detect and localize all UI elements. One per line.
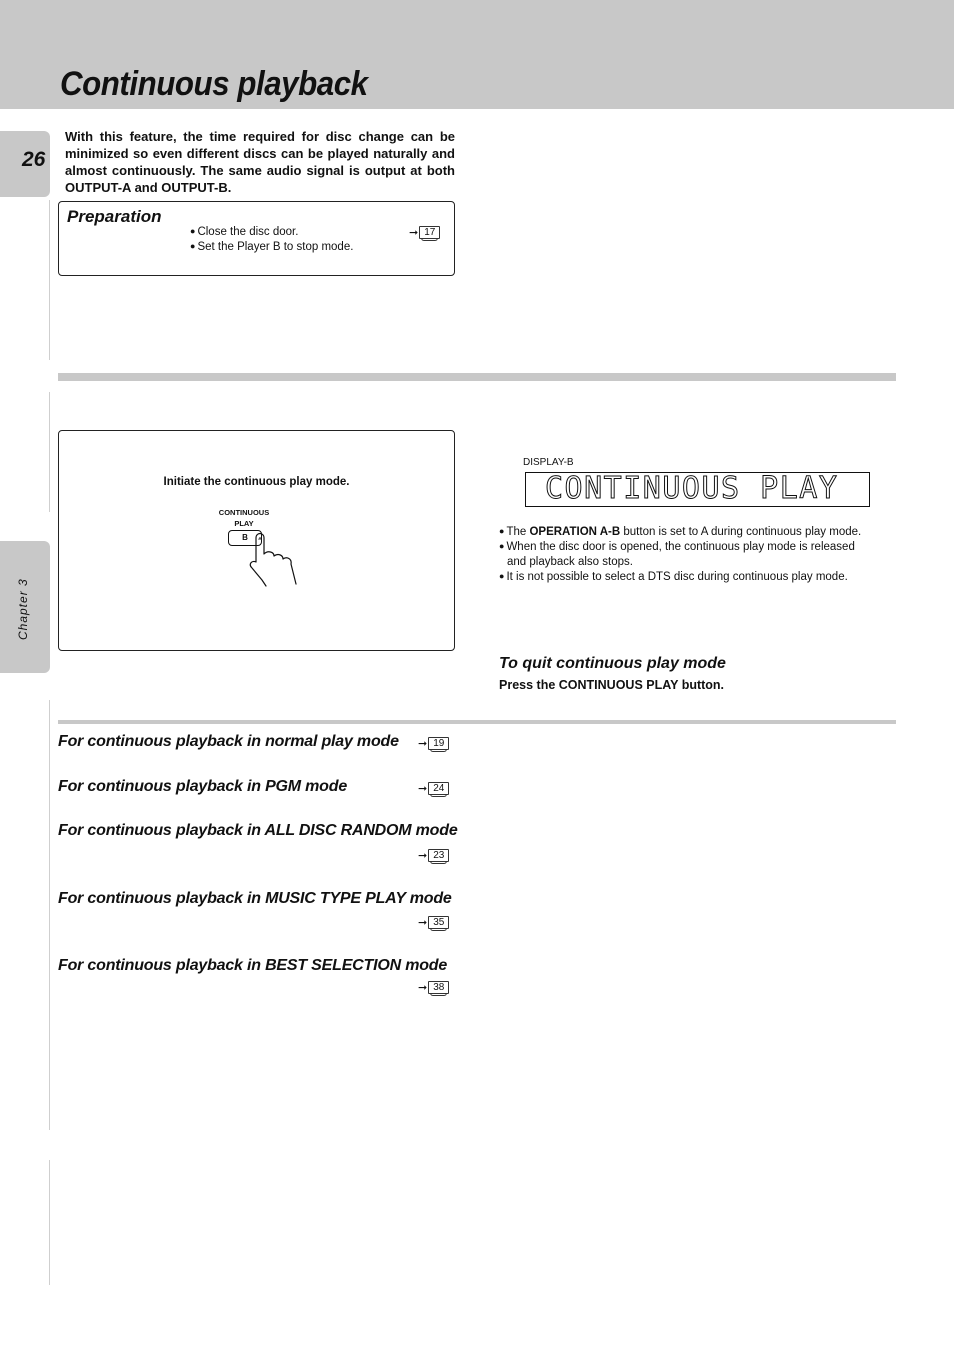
preparation-item <box>190 241 353 253</box>
arrow-icon: ➞ <box>418 850 428 862</box>
arrow-icon: ➞ <box>409 227 419 239</box>
margin-rule <box>49 1160 50 1285</box>
margin-rule <box>49 700 50 1130</box>
intro-paragraph: With this feature, the time required for disc change can be minimized so even different discs can be played naturally and almost continuously. The same audio signal is output at both OUTPUT-A and OUTPUT-B. <box>65 129 455 195</box>
book-icon: 24 <box>428 782 449 795</box>
note-item <box>499 570 899 585</box>
section-heading: For continuous playback in BEST SELECTION mode <box>58 957 448 974</box>
book-icon: 17 <box>419 226 440 239</box>
page-title: Continuous playback <box>60 65 368 103</box>
margin-rule <box>49 200 50 360</box>
book-icon: 35 <box>428 916 449 929</box>
preparation-item-text: Close the disc door. <box>197 226 299 238</box>
section-heading: For continuous playback in normal play mode <box>58 733 399 750</box>
continuous-play-button[interactable]: B <box>228 530 262 546</box>
section-heading: For continuous playback in MUSIC TYPE PLAY mode <box>58 890 452 907</box>
page-reference[interactable] <box>409 226 440 239</box>
page-reference[interactable] <box>418 782 449 795</box>
section-heading: For continuous playback in ALL DISC RANDOM mode <box>58 822 458 839</box>
section-divider <box>58 720 896 724</box>
book-icon: 38 <box>428 981 449 994</box>
page-reference[interactable] <box>418 737 449 750</box>
note-text: The <box>506 526 530 538</box>
chapter-label: Chapter 3 <box>16 578 30 640</box>
button-label-line: PLAY <box>234 519 254 528</box>
note-continuation: and playback also stops. <box>507 556 633 568</box>
pressing-hand-icon <box>248 528 304 590</box>
book-icon: 19 <box>428 737 449 750</box>
book-icon: 23 <box>428 849 449 862</box>
note-text: When the disc door is opened, the continuous play mode is released <box>506 541 855 553</box>
page-reference[interactable] <box>418 981 449 994</box>
page-reference[interactable] <box>418 849 449 862</box>
display-label: DISPLAY-B <box>523 457 574 468</box>
page-number: 26 <box>22 148 46 171</box>
note-text: button is set to A during continuous play mode. <box>620 526 862 538</box>
arrow-icon: ➞ <box>418 783 428 795</box>
preparation-item-text: Set the Player B to stop mode. <box>197 241 354 253</box>
page-reference[interactable] <box>418 916 449 929</box>
arrow-icon: ➞ <box>418 917 428 929</box>
note-item <box>499 525 899 540</box>
quit-instruction: Press the CONTINUOUS PLAY button. <box>499 678 725 692</box>
button-label-line: CONTINUOUS <box>218 508 270 517</box>
note-text: It is not possible to select a DTS disc during continuous play mode. <box>506 571 848 583</box>
note-item <box>499 540 899 555</box>
lcd-display-text: CONTINUOUS PLAY <box>545 471 839 506</box>
preparation-title: Preparation <box>67 207 162 226</box>
arrow-icon: ➞ <box>418 738 428 750</box>
margin-rule <box>49 392 50 512</box>
button-label <box>214 507 274 529</box>
note-bold-text: OPERATION A-B <box>529 526 621 538</box>
section-heading: For continuous playback in PGM mode <box>58 778 348 795</box>
quit-title: To quit continuous play mode <box>499 655 726 672</box>
preparation-item <box>190 226 298 238</box>
section-divider <box>58 373 896 381</box>
arrow-icon: ➞ <box>418 982 428 994</box>
step-instruction: Initiate the continuous play mode. <box>163 476 350 488</box>
